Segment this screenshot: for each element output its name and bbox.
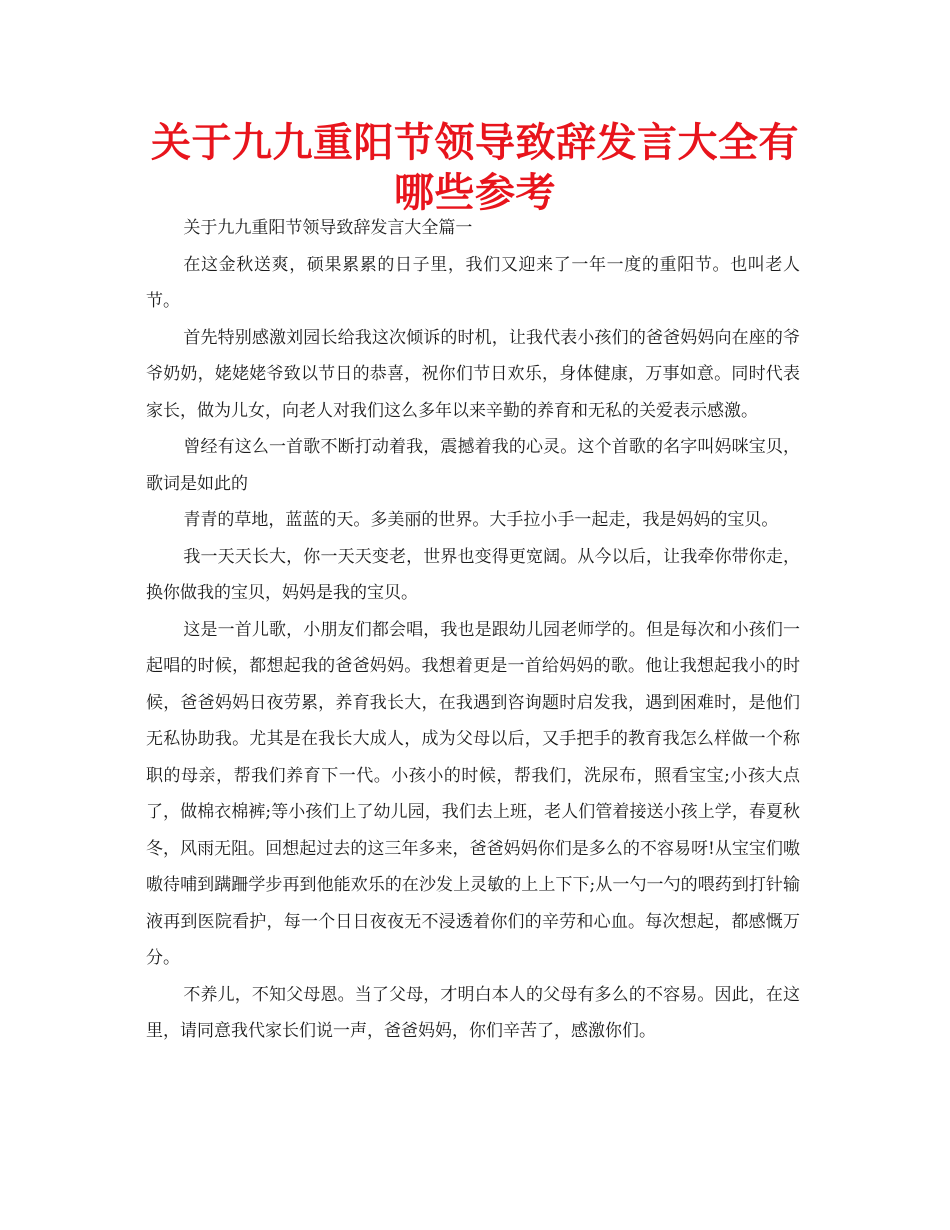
section-heading: 关于九九重阳节领导致辞发言大全篇一 [183,218,473,238]
paragraph: 在这金秋送爽，硕果累累的日子里，我们又迎来了一年一度的重阳节。也叫老人节。 [146,254,800,311]
paragraph: 首先特别感激刘园长给我这次倾诉的时机，让我代表小孩们的爸爸妈妈向在座的爷爷奶奶，姥姥姥爷致以节日的恭喜，祝你们节日欢乐，身体健康，万事如意。同时代表家长，做为儿女，向老人对我们这么多年以来辛勤的养育和无私的关爱表示感激。 [146,327,800,421]
paragraph: 这是一首儿歌，小朋友们都会唱，我也是跟幼儿园老师学的。但是每次和小孩们一起唱的时候，都想起我的爸爸妈妈。我想着更是一首给妈妈的歌。他让我想起我小的时候，爸爸妈妈日夜劳累，养育我长大，在我遇到咨询题时启发我，遇到困难时，是他们无私协助我。尤其是在我长大成人，成为父母以后，又手把手的教育我怎么样做一个称职的母亲，帮我们养育下一代。小孩小的时候，帮我们，洗尿布，照看宝宝;小孩大点了，做棉衣棉裤;等小孩们上了幼儿园，我们去上班，老人们管着接送小孩上学，春夏秋冬，风雨无阻。回想起过去的这三年多来，爸爸妈妈你们是多么的不容易呀!从宝宝们嗷嗷待哺到蹒跚学步再到他能欢乐的在沙发上灵敏的上上下下;从一勺一勺的喂药到打针输液再到医院看护，每一个日日夜夜无不浸透着你们的辛劳和心血。每次想起，都感慨万分。 [146,619,800,968]
document-body [146,210,800,1050]
paragraph: 曾经有这么一首歌不断打动着我，震撼着我的心灵。这个首歌的名字叫妈咪宝贝，歌词是如此的 [146,437,800,494]
paragraph: 我一天天长大，你一天天变老，世界也变得更宽阔。从今以后，让我牵你带你走，换你做我的宝贝，妈妈是我的宝贝。 [146,546,800,603]
paragraph: 不养儿，不知父母恩。当了父母，才明白本人的父母有多么的不容易。因此，在这里，请同意我代家长们说一声，爸爸妈妈，你们辛苦了，感激你们。 [146,984,800,1041]
paragraph: 青青的草地，蓝蓝的天。多美丽的世界。大手拉小手一起走，我是妈妈的宝贝。 [183,510,779,530]
document-title: 关于九九重阳节领导致辞发言大全有哪些参考 [151,120,799,216]
